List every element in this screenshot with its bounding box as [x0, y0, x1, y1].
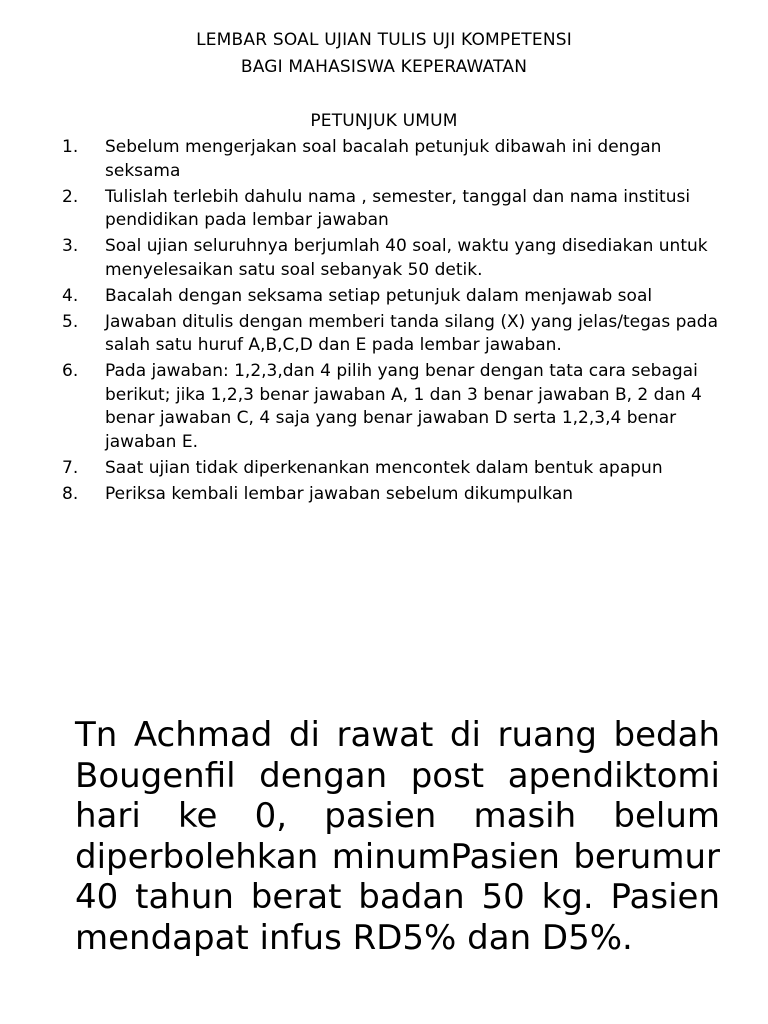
- instruction-item: [0, 285, 768, 309]
- instruction-number: 2.: [62, 186, 79, 207]
- instruction-number: 6.: [62, 361, 79, 381]
- document-title-line-2: BAGI MAHASISWA KEPERAWATAN: [240, 57, 528, 77]
- instruction-item: [0, 235, 768, 282]
- instruction-number: 4.: [62, 285, 79, 306]
- instruction-text: Periksa kembali lembar jawaban sebelum dikumpulkan: [105, 483, 574, 504]
- instruction-item: [0, 136, 768, 183]
- instructions-list: [0, 136, 768, 509]
- document-title-line-1: LEMBAR SOAL UJIAN TULIS UJI KOMPETENSI: [196, 30, 572, 50]
- instruction-text: Saat ujian tidak diperkenankan mencontek dalam bentuk apapun: [105, 457, 663, 478]
- instruction-item: [0, 457, 768, 481]
- instruction-text: Tulislah terlebih dahulu nama , semester, tanggal dan nama institusi pendidikan pada lembar jawaban: [105, 186, 691, 230]
- instruction-item: [0, 311, 768, 358]
- instruction-text: Jawaban ditulis dengan memberi tanda silang (X) yang jelas/tegas pada salah satu huruf A,B,C,D dan E pada lembar jawaban.: [105, 311, 718, 355]
- instruction-item: [0, 186, 768, 233]
- instruction-number: 8.: [62, 483, 79, 504]
- instruction-number: 7.: [62, 457, 79, 478]
- instruction-item: [0, 483, 768, 507]
- case-scenario-text: Tn Achmad di rawat di ruang bedah Bougenfil dengan post apendiktomi hari ke 0, pasien masih belum diperbolehkan minumPasien berumur 40 tahun berat badan 50 kg. Pasien mendapat infus RD5% dan D5%.: [75, 715, 720, 958]
- instruction-item: [0, 360, 768, 454]
- instruction-text: Soal ujian seluruhnya berjumlah 40 soal, waktu yang disediakan untuk menyelesaikan satu soal sebanyak 50 detik.: [105, 236, 708, 280]
- instruction-text: Bacalah dengan seksama setiap petunjuk dalam menjawab soal: [105, 285, 653, 306]
- instruction-number: 3.: [62, 236, 79, 256]
- section-title: PETUNJUK UMUM: [310, 111, 458, 131]
- instruction-text: Sebelum mengerjakan soal bacalah petunjuk dibawah ini dengan seksama: [105, 137, 662, 181]
- instruction-number: 1.: [62, 137, 79, 157]
- instruction-number: 5.: [62, 311, 79, 332]
- instruction-text: Pada jawaban: 1,2,3,dan 4 pilih yang benar dengan tata cara sebagai berikut; jika 1,2,3 benar jawaban A, 1 dan 3 benar jawaban B, 2 dan 4 benar jawaban C, 4 saja yang benar jawaban D serta 1,2,3,4 benar jawaban E.: [105, 361, 702, 452]
